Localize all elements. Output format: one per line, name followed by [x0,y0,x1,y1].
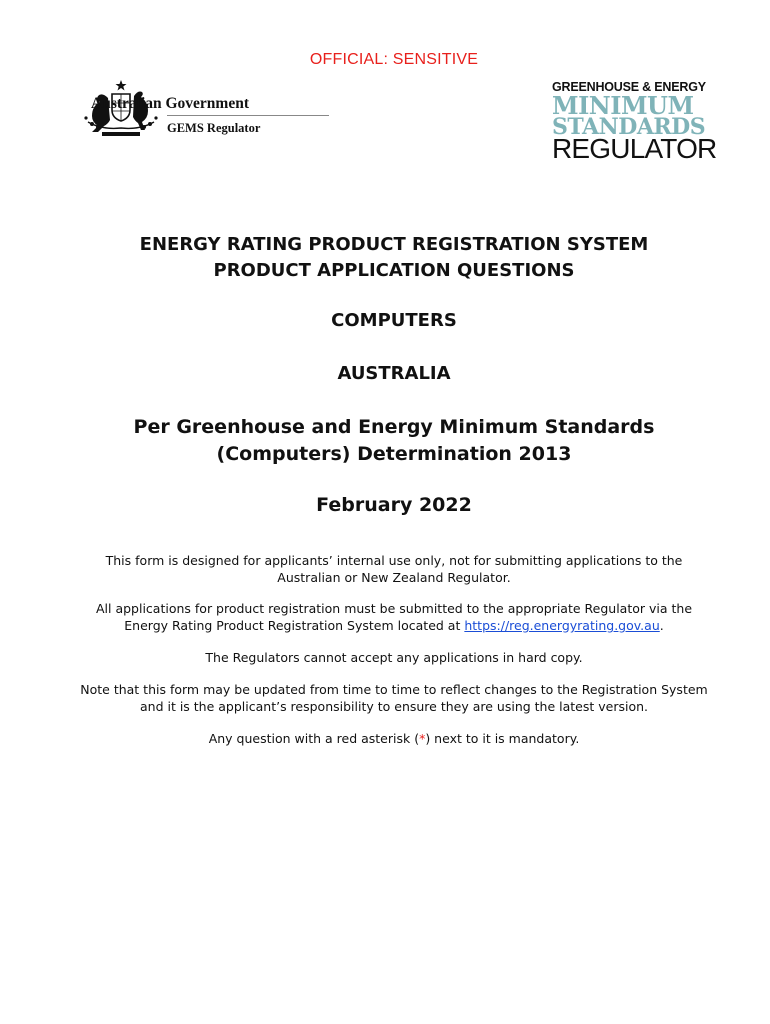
hard-copy-paragraph: The Regulators cannot accept any applications in hard copy. [205,650,583,665]
document-title [0,232,770,284]
paragraph-line: All applications for product registration must be submitted to the appropriate Regulator via the [95,601,693,616]
country-heading: AUSTRALIA [337,363,451,384]
update-notice-paragraph [0,681,770,715]
regulator-logo-line3: STANDARDS [552,114,706,140]
regulator-logo-line2: MINIMUM [552,91,694,120]
agency-name: GEMS Regulator [167,121,261,135]
document-date: February 2022 [316,494,472,516]
logo-divider [167,115,329,116]
paragraph-line: and it is the applicant’s responsibility to ensure they are using the latest version. [139,699,649,714]
registration-system-link[interactable]: https://reg.energyrating.gov.au [464,618,660,633]
regulator-logo-line1: GREENHOUSE & ENERGY [552,80,706,94]
product-heading: COMPUTERS [331,310,457,331]
mandatory-notice-paragraph [0,730,770,747]
mandatory-asterisk: * [419,731,426,746]
paragraph-text: ) next to it is mandatory. [425,731,580,746]
paragraph-line: Australian or New Zealand Regulator. [277,570,511,585]
internal-use-paragraph [0,552,770,586]
paragraph-text: Any question with a red asterisk ( [208,731,420,746]
title-line-2: PRODUCT APPLICATION QUESTIONS [213,260,575,281]
paragraph-line: This form is designed for applicants’ internal use only, not for submitting applications to the [105,553,683,568]
classification-label: OFFICIAL: SENSITIVE [309,51,479,68]
title-line-1: ENERGY RATING PRODUCT REGISTRATION SYSTEM [139,234,649,255]
gems-regulator-logo [552,80,717,164]
paragraph-text: . [659,618,664,633]
submission-paragraph [0,600,770,634]
determination-line-1: Per Greenhouse and Energy Minimum Standards [133,416,655,438]
regulator-logo-line4: REGULATOR [552,133,717,164]
government-name: Australian Government [91,95,250,112]
paragraph-line: Note that this form may be updated from time to time to reflect changes to the Registration System [80,682,708,697]
determination-heading [0,414,770,468]
paragraph-text: Energy Rating Product Registration System located at [124,618,465,633]
determination-line-2: (Computers) Determination 2013 [216,443,572,465]
paragraph-line [0,617,770,634]
